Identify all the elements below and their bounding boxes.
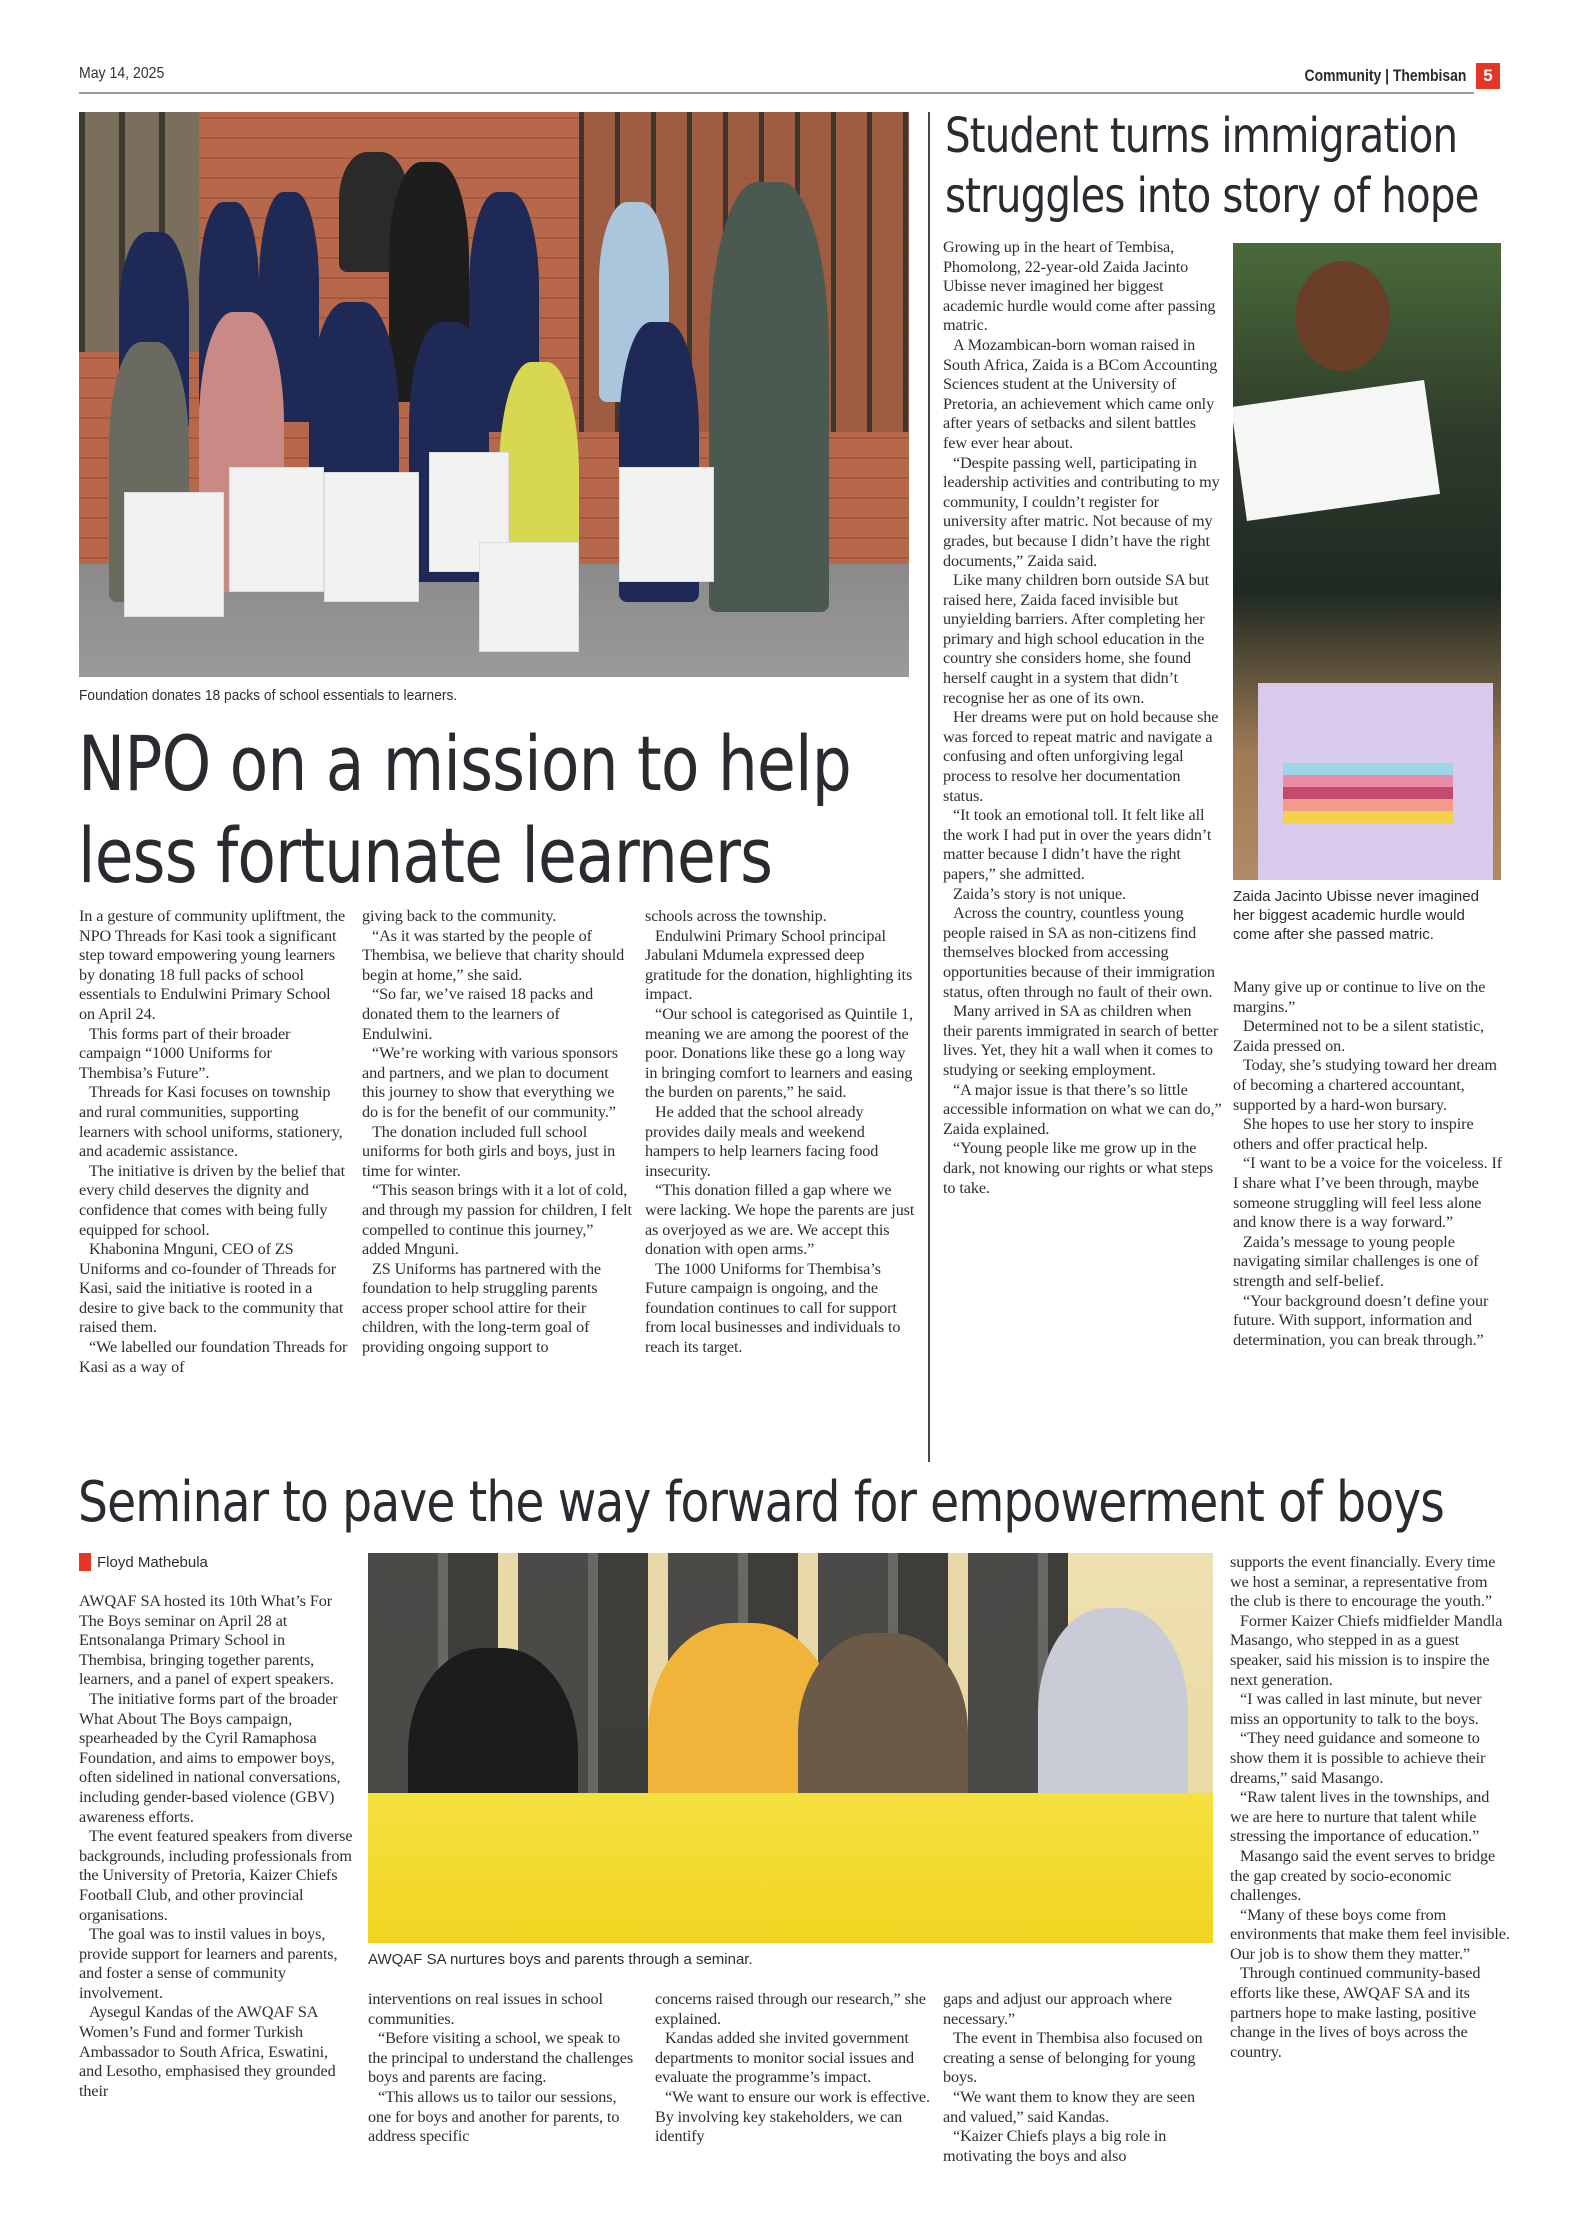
paragraph: Aysegul Kandas of the AWQAF SA Women’s Fund and former Turkish Ambassador to South Africa, Eswatini, and Lesotho, emphasised they grounded their [79, 2003, 336, 2100]
paragraph: “Your background doesn’t define your future. With support, information and determination, you can break through.” [1233, 1291, 1489, 1349]
paragraph: This forms part of their broader campaign “1000 Uniforms for Thembisa’s Future”. [79, 1024, 291, 1082]
paragraph: schools across the township. [645, 907, 827, 925]
paragraph: Today, she’s studying toward her dream of becoming a chartered accountant, supported by a hard-won bursary. [1233, 1056, 1497, 1114]
photo-table [368, 1793, 1213, 1943]
student-column-2 [1233, 978, 1508, 1350]
paragraph: “This donation filled a gap where we were lacking. We hope the parents are just as overjoyed as we are. We accept this donation with open arms.” [645, 1181, 915, 1259]
npo-headline [78, 718, 851, 902]
paragraph: Zaida’s message to young people navigating similar challenges is one of strength and self-belief. [1233, 1232, 1479, 1290]
paragraph: Growing up in the heart of Tembisa, Phomolong, 22-year-old Zaida Jacinto Ubisse never imagined her biggest academic hurdle would come after passing matric. [943, 238, 1216, 335]
paragraph: “So far, we’ve raised 18 packs and donated them to the learners of Endulwini. [362, 985, 594, 1043]
paragraph: “They need guidance and someone to show them it is possible to achieve their dreams,” said Masango. [1230, 1729, 1486, 1787]
student-headline-line2: struggles into story of hope [945, 168, 1479, 224]
seminar-column-4 [943, 1990, 1218, 2166]
npo-headline-line2: less fortunate learners [78, 811, 773, 900]
header-rule [79, 92, 1474, 94]
student-column-1 [943, 238, 1223, 1198]
paragraph: Like many children born outside SA but raised here, Zaida faced invisible but unyielding barriers. After completing her primary and high school education in the country she considers home, she found herself caught in a system that didn’t recognise her as one of its own. [943, 571, 1210, 707]
npo-headline-line1: NPO on a mission to help [78, 719, 851, 808]
paragraph: Endulwini Primary School principal Jabulani Mdumela expressed deep gratitude for the donation, highlighting its impact. [645, 926, 913, 1004]
paragraph: Across the country, countless young people raised in SA as non-citizens find themselves blocked from accessing opportunities because of their immigration status, often through no fault of their own. [943, 904, 1215, 1001]
section-name: Community | Thembisan [1304, 66, 1466, 85]
paragraph: “Raw talent lives in the townships, and we are here to nurture that talent while stressing the importance of education.” [1230, 1788, 1490, 1846]
npo-column-1 [79, 907, 349, 1377]
paragraph: “It took an emotional toll. It felt like all the work I had put in over the years didn’t matter because I didn’t have the right papers,” she admitted. [943, 806, 1212, 883]
byline [79, 1553, 208, 1571]
paragraph: She hopes to use her story to inspire others and offer practical help. [1233, 1115, 1474, 1153]
paragraph: Through continued community-based efforts like these, AWQAF SA and its partners hope to make lasting, positive change in the lives of boys across the country. [1230, 1964, 1481, 2061]
paragraph: ZS Uniforms has partnered with the foundation to help struggling parents access proper school attire for their children, with the long-term goal of providing ongoing support to [362, 1259, 602, 1357]
student-photo-zaida [1233, 243, 1501, 880]
photo-gift-bag [229, 467, 324, 592]
paragraph: The goal was to instil values in boys, provide support for learners and parents, and foster a sense of community involvement. [79, 1925, 338, 2002]
paragraph: Kandas added she invited government departments to monitor social issues and evaluate the programme’s impact. [655, 2029, 914, 2087]
paragraph: The initiative is driven by the belief that every child deserves the dignity and confidence that comes with being fully equipped for school. [79, 1161, 345, 1239]
byline-marker-icon [79, 1553, 91, 1571]
paragraph: The 1000 Uniforms for Thembisa’s Future campaign is ongoing, and the foundation continues to call for support from local businesses and individuals to reach its target. [645, 1259, 901, 1357]
paragraph: He added that the school already provides daily meals and weekend hampers to help learners facing food insecurity. [645, 1102, 879, 1180]
photo-gift-bag [324, 472, 419, 602]
paragraph: In a gesture of community upliftment, the NPO Threads for Kasi took a significant step toward empowering young learners by donating 18 full packs of school essentials to Endulwini Primary School on April 24. [79, 907, 346, 1023]
paragraph: Zaida’s story is not unique. [953, 884, 1126, 903]
paragraph: giving back to the community. [362, 907, 557, 925]
paragraph: Many give up or continue to live on the margins.” [1233, 978, 1486, 1016]
seminar-column-1 [79, 1592, 354, 2101]
photo-gift-bag [479, 542, 579, 652]
paragraph: “I want to be a voice for the voiceless. If I share what I’ve been through, maybe someone struggling will feel less alone and know there is a way forward.” [1233, 1154, 1503, 1232]
paragraph: The donation included full school uniforms for both girls and boys, just in time for winter. [362, 1122, 616, 1180]
section-label [1269, 63, 1500, 89]
paragraph: A Mozambican-born woman raised in South Africa, Zaida is a BCom Accounting Sciences student at the University of Pretoria, an achievement which came only after years of setbacks and silent battles few ever hear about. [943, 335, 1218, 452]
paragraph: “This season brings with it a lot of cold, and through my passion for children, I felt compelled to continue this journey,” added Mnguni. [362, 1181, 632, 1259]
paragraph: interventions on real issues in school communities. [368, 1990, 603, 2028]
paragraph: supports the event financially. Every time we host a seminar, a representative from the club is there to encourage the youth.” [1230, 1553, 1496, 1611]
paragraph: “We’re working with various sponsors and partners, and we plan to document this journey to show that everything we do is for the benefit of our community.” [362, 1044, 618, 1121]
paragraph: concerns raised through our research,” she explained. [655, 1990, 926, 2028]
byline-author: Floyd Mathebula [97, 1553, 208, 1571]
paragraph: The event featured speakers from diverse backgrounds, including professionals from the University of Pretoria, Kaizer Chiefs Football Club, and other provincial organisations. [79, 1827, 353, 1924]
paragraph: “Kaizer Chiefs plays a big role in motivating the boys and also [943, 2127, 1167, 2165]
paragraph: Her dreams were put on hold because she was forced to repeat matric and navigate a confusing and often unforgiving legal process to resolve her documentation status. [943, 708, 1219, 805]
npo-column-2 [362, 907, 632, 1358]
paragraph: “Our school is categorised as Quintile 1, meaning we are among the poorest of the poor. Donations like these go a long way in bringing comfort to learners and easing the burden on parents,” he said. [645, 1004, 913, 1102]
npo-photo-learners [79, 112, 909, 677]
paragraph: “A major issue is that there’s so little accessible information on what we can do,” Zaida explained. [943, 1080, 1222, 1138]
paragraph: “We want to ensure our work is effective. By involving key stakeholders, we can identify [655, 2087, 930, 2146]
paragraph: Masango said the event serves to bridge the gap created by socio-economic challenges. [1230, 1846, 1496, 1905]
page-number-badge: 5 [1476, 63, 1500, 89]
paragraph: The event in Thembisa also focused on creating a sense of belonging for young boys. [943, 2029, 1203, 2087]
paragraph: Khabonina Mnguni, CEO of ZS Uniforms and co-founder of Threads for Kasi, said the initiative is rooted in a desire to give back to the community that raised them. [79, 1240, 344, 1337]
paragraph: Former Kaizer Chiefs midfielder Mandla Masango, who stepped in as a guest speaker, said his mission is to inspire the next generation. [1230, 1611, 1503, 1689]
npo-photo-caption: Foundation donates 18 packs of school essentials to learners. [79, 687, 458, 704]
student-photo-caption: Zaida Jacinto Ubisse never imagined her biggest academic hurdle would come after she passed matric. [1233, 888, 1479, 943]
paragraph: Many arrived in SA as children when their parents immigrated in search of better lives. Yet, they hit a wall when it comes to studying or seeking employment. [943, 1002, 1219, 1079]
paragraph: “Despite passing well, participating in leadership activities and contributing to my community, I couldn’t register for university after matric. Not because of my grades, but because I didn’t have the right documents,” Zaida said. [943, 453, 1220, 570]
seminar-column-5 [1230, 1553, 1510, 2062]
paragraph: “We labelled our foundation Threads for Kasi as a way of [79, 1338, 348, 1376]
paragraph: Threads for Kasi focuses on township and rural communities, supporting learners with school uniforms, stationery, and academic assistance. [79, 1083, 343, 1161]
paragraph: “As it was started by the people of Thembisa, we believe that charity should begin at home,” she said. [362, 926, 625, 984]
seminar-column-2 [368, 1990, 643, 2147]
photo-gift-bag [1258, 683, 1493, 880]
photo-certificate [1233, 380, 1440, 521]
photo-gift-bag [619, 467, 714, 582]
seminar-photo-panel [368, 1553, 1213, 1943]
paragraph: “I was called in last minute, but never miss an opportunity to talk to the boys. [1230, 1690, 1482, 1728]
photo-gift-bag [124, 492, 224, 617]
paragraph: Determined not to be a silent statistic, Zaida pressed on. [1233, 1017, 1485, 1055]
paragraph: gaps and adjust our approach where necessary.” [943, 1990, 1172, 2028]
photo-bag-print [1283, 763, 1453, 823]
issue-date: May 14, 2025 [79, 65, 165, 82]
paragraph: The initiative forms part of the broader What About The Boys campaign, spearheaded by the Cyril Ramaphosa Foundation, and aims to empower boys, often sidelined in national conversations, including gender-based violence (GBV) awareness efforts. [79, 1689, 341, 1826]
seminar-photo-caption: AWQAF SA nurtures boys and parents through a seminar. [368, 1951, 753, 1968]
student-headline-line1: Student turns immigration [945, 108, 1458, 164]
paragraph: “This allows us to tailor our sessions, one for boys and another for parents, to address specific [368, 2087, 620, 2146]
paragraph: “Before visiting a school, we speak to the principal to understand the challenges boys and parents are facing. [368, 2029, 634, 2087]
paragraph: “Many of these boys come from environments that make them feel invisible. Our job is to show them they matter.” [1230, 1905, 1510, 1963]
npo-column-3 [645, 907, 920, 1358]
photo-figure [1295, 261, 1390, 371]
seminar-headline: Seminar to pave the way forward for empowerment of boys [78, 1470, 1445, 1535]
paragraph: “We want them to know they are seen and valued,” said Kandas. [943, 2087, 1195, 2126]
paragraph: AWQAF SA hosted its 10th What’s For The Boys seminar on April 28 at Entsonalanga Primary School in Thembisa, bringing together parents, learners, and a panel of expert speakers. [79, 1592, 334, 1689]
paragraph: “Young people like me grow up in the dark, not knowing our rights or what steps to take. [943, 1139, 1214, 1197]
seminar-column-3 [655, 1990, 930, 2147]
photo-figure [709, 182, 829, 612]
column-divider [928, 112, 930, 1462]
student-headline [945, 106, 1479, 226]
